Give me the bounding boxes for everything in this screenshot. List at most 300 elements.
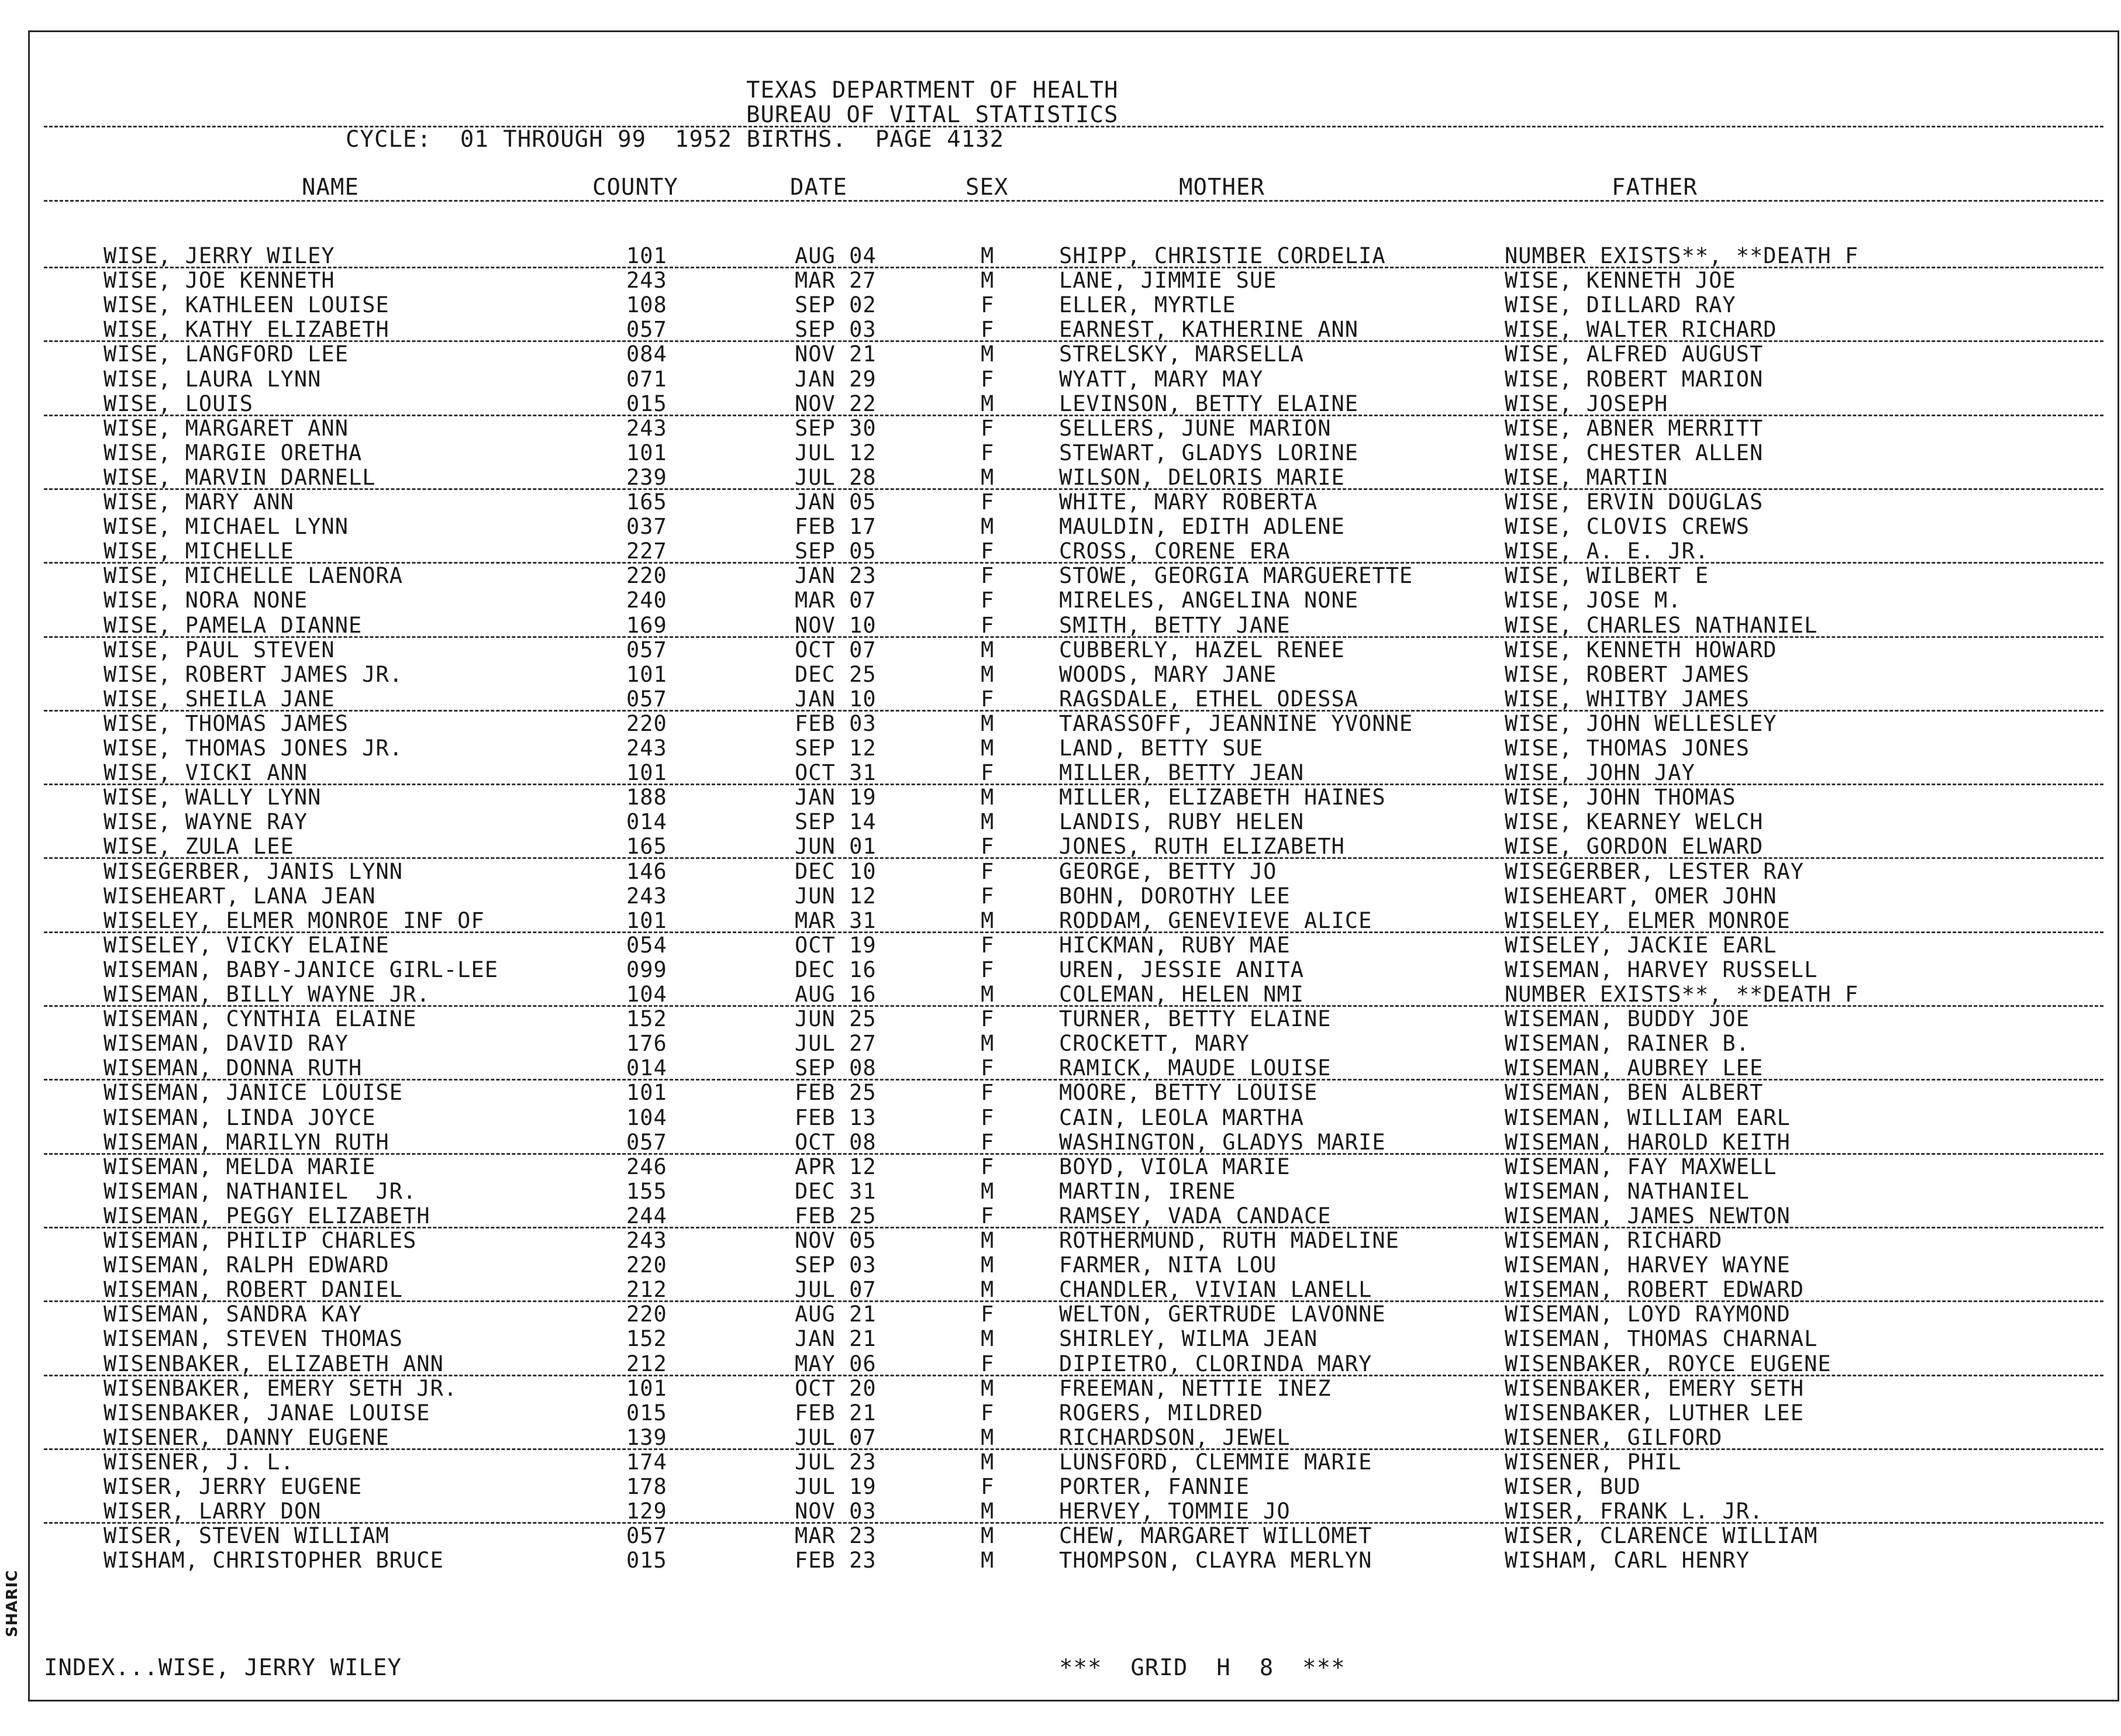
record-sex: F <box>981 1351 995 1376</box>
record-date: JAN 10 <box>795 686 877 712</box>
table-row <box>30 367 2117 392</box>
table-row <box>30 687 2117 712</box>
record-father: WISEMAN, AUBREY LEE <box>1505 1055 1764 1081</box>
record-date: AUG 16 <box>795 982 877 1007</box>
record-date: NOV 21 <box>795 341 877 367</box>
record-county: 239 <box>626 464 667 490</box>
record-name: WISENER, J. L. <box>104 1449 294 1475</box>
record-father: WISEMAN, FAY MAXWELL <box>1505 1154 1777 1179</box>
record-father: WISENBAKER, ROYCE EUGENE <box>1505 1351 1832 1376</box>
record-county: 099 <box>626 957 667 982</box>
record-county: 101 <box>626 907 667 933</box>
table-row <box>30 761 2117 785</box>
record-father: WISEMAN, NATHANIEL <box>1505 1178 1750 1204</box>
record-county: 212 <box>626 1351 667 1376</box>
record-father: WISEMAN, ROBERT EDWARD <box>1505 1277 1805 1303</box>
record-sex: M <box>981 243 995 268</box>
record-date: AUG 04 <box>795 243 877 268</box>
table-row <box>30 1007 2117 1031</box>
record-sex: M <box>981 268 995 294</box>
record-sex: F <box>981 440 995 465</box>
record-name: WISE, PAMELA DIANNE <box>104 612 363 638</box>
record-county: 101 <box>626 440 667 465</box>
table-row <box>30 293 2117 317</box>
record-name: WISE, NORA NONE <box>104 588 308 613</box>
record-county: 057 <box>626 686 667 712</box>
table-row <box>30 342 2117 367</box>
record-county: 108 <box>626 292 667 318</box>
record-sex: F <box>981 563 995 589</box>
record-sex: M <box>981 710 995 736</box>
record-county: 152 <box>626 1006 667 1032</box>
record-father: WISE, JOHN WELLESLEY <box>1505 710 1777 736</box>
record-mother: ROTHERMUND, RUTH MADELINE <box>1059 1228 1399 1253</box>
header-bureau: BUREAU OF VITAL STATISTICS <box>746 102 1119 128</box>
record-mother: SHIPP, CHRISTIE CORDELIA <box>1059 243 1386 268</box>
record-mother: RAMSEY, VADA CANDACE <box>1059 1203 1332 1228</box>
table-row <box>30 515 2117 539</box>
record-sex: F <box>981 588 995 613</box>
record-mother: CHANDLER, VIVIAN LANELL <box>1059 1277 1372 1303</box>
record-county: 071 <box>626 366 667 392</box>
record-sex: F <box>981 1080 995 1106</box>
table-row <box>30 1302 2117 1327</box>
record-sex: F <box>981 1400 995 1426</box>
record-father: WISE, ERVIN DOUGLAS <box>1505 489 1764 515</box>
record-sex: F <box>981 1203 995 1228</box>
record-sex: F <box>981 957 995 982</box>
record-father: WISEMAN, RAINER B. <box>1505 1031 1750 1057</box>
column-header-father: FATHER <box>1612 174 1698 201</box>
column-header-mother: MOTHER <box>1179 174 1265 201</box>
table-row <box>30 1081 2117 1105</box>
record-county: 155 <box>626 1178 667 1204</box>
record-county: 220 <box>626 1302 667 1327</box>
table-row <box>30 785 2117 810</box>
record-county: 054 <box>626 932 667 958</box>
record-county: 165 <box>626 489 667 515</box>
record-sex: F <box>981 1055 995 1081</box>
record-date: FEB 21 <box>795 1400 877 1426</box>
table-row <box>30 465 2117 490</box>
record-date: JUN 12 <box>795 883 877 909</box>
record-name: WISEMAN, PHILIP CHARLES <box>104 1228 417 1253</box>
record-date: FEB 17 <box>795 514 877 540</box>
table-row <box>30 860 2117 884</box>
table-row <box>30 810 2117 834</box>
record-name: WISE, MARGARET ANN <box>104 415 349 441</box>
record-county: 176 <box>626 1031 667 1057</box>
record-date: OCT 08 <box>795 1129 877 1155</box>
record-father: WISE, CLOVIS CREWS <box>1505 514 1750 540</box>
record-date: JUL 12 <box>795 440 877 465</box>
record-sex: M <box>981 736 995 761</box>
record-name: WISE, JERRY WILEY <box>104 243 335 268</box>
record-name: WISE, ROBERT JAMES JR. <box>104 661 403 687</box>
record-date: NOV 03 <box>795 1499 877 1524</box>
table-row <box>30 317 2117 342</box>
record-date: DEC 10 <box>795 858 877 884</box>
record-county: 104 <box>626 982 667 1007</box>
record-county: 101 <box>626 1080 667 1106</box>
record-father: WISER, CLARENCE WILLIAM <box>1505 1523 1818 1549</box>
record-name: WISE, WAYNE RAY <box>104 809 308 835</box>
record-name: WISEMAN, STEVEN THOMAS <box>104 1326 403 1352</box>
record-father: WISENER, PHIL <box>1505 1449 1682 1475</box>
record-name: WISEMAN, LINDA JOYCE <box>104 1105 376 1130</box>
record-date: SEP 03 <box>795 1252 877 1278</box>
record-county: 104 <box>626 1105 667 1130</box>
record-date: JUL 23 <box>795 1449 877 1475</box>
table-row <box>30 1130 2117 1155</box>
record-name: WISE, PAUL STEVEN <box>104 637 335 662</box>
record-county: 084 <box>626 341 667 367</box>
table-row <box>30 1499 2117 1524</box>
record-mother: ROGERS, MILDRED <box>1059 1400 1264 1426</box>
record-county: 015 <box>626 1400 667 1426</box>
record-mother: MILLER, ELIZABETH HAINES <box>1059 785 1386 810</box>
record-name: WISELEY, VICKY ELAINE <box>104 932 389 958</box>
column-header-name: NAME <box>302 174 359 201</box>
record-date: MAR 07 <box>795 588 877 613</box>
record-county: 227 <box>626 539 667 564</box>
column-header-sex: SEX <box>965 174 1009 201</box>
record-name: WISEMAN, MARILYN RUTH <box>104 1129 389 1155</box>
record-father: NUMBER EXISTS**, **DEATH F <box>1505 982 1859 1007</box>
record-date: JAN 19 <box>795 785 877 810</box>
record-name: WISEMAN, RALPH EDWARD <box>104 1252 389 1278</box>
record-mother: COLEMAN, HELEN NMI <box>1059 982 1304 1007</box>
record-sex: M <box>981 1499 995 1524</box>
record-sex: F <box>981 1105 995 1130</box>
record-date: APR 12 <box>795 1154 877 1179</box>
record-name: WISE, LAURA LYNN <box>104 366 322 392</box>
record-county: 037 <box>626 514 667 540</box>
record-name: WISE, JOE KENNETH <box>104 268 335 294</box>
record-mother: LUNSFORD, CLEMMIE MARIE <box>1059 1449 1372 1475</box>
record-sex: M <box>981 391 995 416</box>
record-date: NOV 22 <box>795 391 877 416</box>
record-name: WISE, VICKI ANN <box>104 760 308 786</box>
record-name: WISENER, DANNY EUGENE <box>104 1424 389 1450</box>
record-sex: M <box>981 1178 995 1204</box>
table-row <box>30 1228 2117 1253</box>
record-name: WISEMAN, ROBERT DANIEL <box>104 1277 403 1303</box>
record-father: WISEMAN, HARVEY WAYNE <box>1505 1252 1791 1278</box>
record-name: WISEMAN, CYNTHIA ELAINE <box>104 1006 417 1032</box>
record-name: WISER, JERRY EUGENE <box>104 1474 363 1499</box>
record-sex: M <box>981 1277 995 1303</box>
record-name: WISENBAKER, EMERY SETH JR. <box>104 1375 458 1401</box>
record-date: MAY 06 <box>795 1351 877 1376</box>
record-father: WISEMAN, RICHARD <box>1505 1228 1723 1253</box>
record-father: NUMBER EXISTS**, **DEATH F <box>1505 243 1859 268</box>
record-county: 057 <box>626 1129 667 1155</box>
record-name: WISEMAN, PEGGY ELIZABETH <box>104 1203 430 1228</box>
record-name: WISE, MARVIN DARNELL <box>104 464 376 490</box>
record-name: WISEMAN, BILLY WAYNE JR. <box>104 982 430 1007</box>
side-note: SHARIC <box>4 1569 21 1637</box>
record-name: WISENBAKER, ELIZABETH ANN <box>104 1351 444 1376</box>
record-date: JAN 23 <box>795 563 877 589</box>
record-father: WISE, WHITBY JAMES <box>1505 686 1750 712</box>
record-county: 188 <box>626 785 667 810</box>
record-father: WISEMAN, JAMES NEWTON <box>1505 1203 1791 1228</box>
record-name: WISE, THOMAS JAMES <box>104 710 349 736</box>
record-mother: CROCKETT, MARY <box>1059 1031 1250 1057</box>
record-county: 243 <box>626 883 667 909</box>
record-mother: HICKMAN, RUBY MAE <box>1059 932 1291 958</box>
record-county: 014 <box>626 1055 667 1081</box>
record-mother: MIRELES, ANGELINA NONE <box>1059 588 1359 613</box>
header-department: TEXAS DEPARTMENT OF HEALTH <box>746 77 1119 103</box>
record-date: SEP 14 <box>795 809 877 835</box>
record-mother: WASHINGTON, GLADYS MARIE <box>1059 1129 1386 1155</box>
record-father: WISE, WILBERT E <box>1505 563 1709 589</box>
record-county: 057 <box>626 317 667 343</box>
record-mother: STRELSKY, MARSELLA <box>1059 341 1304 367</box>
record-date: NOV 05 <box>795 1228 877 1253</box>
record-mother: RODDAM, GENEVIEVE ALICE <box>1059 907 1372 933</box>
record-father: WISE, JOHN JAY <box>1505 760 1695 786</box>
record-name: WISE, KATHY ELIZABETH <box>104 317 389 343</box>
record-father: WISE, JOHN THOMAS <box>1505 785 1736 810</box>
record-sex: M <box>981 1523 995 1549</box>
record-father: WISE, JOSEPH <box>1505 391 1668 416</box>
column-header-county: COUNTY <box>592 174 678 201</box>
record-sex: F <box>981 539 995 564</box>
record-father: WISEGERBER, LESTER RAY <box>1505 858 1805 884</box>
record-sex: M <box>981 1326 995 1352</box>
record-date: JAN 29 <box>795 366 877 392</box>
record-sex: F <box>981 292 995 318</box>
record-name: WISEMAN, DONNA RUTH <box>104 1055 363 1081</box>
record-sex: M <box>981 661 995 687</box>
record-county: 243 <box>626 736 667 761</box>
record-mother: RICHARDSON, JEWEL <box>1059 1424 1291 1450</box>
record-mother: PORTER, FANNIE <box>1059 1474 1250 1499</box>
record-sex: F <box>981 415 995 441</box>
record-father: WISE, JOSE M. <box>1505 588 1682 613</box>
record-county: 139 <box>626 1424 667 1450</box>
record-mother: STOWE, GEORGIA MARGUERETTE <box>1059 563 1413 589</box>
record-name: WISEHEART, LANA JEAN <box>104 883 376 909</box>
table-row <box>30 1475 2117 1499</box>
record-date: SEP 05 <box>795 539 877 564</box>
record-name: WISE, LANGFORD LEE <box>104 341 349 367</box>
record-mother: LANE, JIMMIE SUE <box>1059 268 1277 294</box>
record-mother: SELLERS, JUNE MARION <box>1059 415 1332 441</box>
footer-index: INDEX...WISE, JERRY WILEY <box>44 1655 402 1681</box>
record-name: WISEMAN, JANICE LOUISE <box>104 1080 403 1106</box>
record-mother: EARNEST, KATHERINE ANN <box>1059 317 1359 343</box>
record-mother: ELLER, MYRTLE <box>1059 292 1236 318</box>
table-row <box>30 1401 2117 1426</box>
record-date: MAR 31 <box>795 907 877 933</box>
record-date: FEB 23 <box>795 1548 877 1573</box>
record-sex: M <box>981 464 995 490</box>
record-father: WISENER, GILFORD <box>1505 1424 1723 1450</box>
table-row <box>30 441 2117 465</box>
ledger-sheet <box>28 30 2119 1702</box>
record-date: OCT 31 <box>795 760 877 786</box>
record-father: WISER, FRANK L. JR. <box>1505 1499 1764 1524</box>
record-name: WISE, SHEILA JANE <box>104 686 335 712</box>
table-row <box>30 1056 2117 1081</box>
record-county: 057 <box>626 1523 667 1549</box>
record-county: 129 <box>626 1499 667 1524</box>
record-name: WISE, WALLY LYNN <box>104 785 322 810</box>
record-date: SEP 08 <box>795 1055 877 1081</box>
record-county: 152 <box>626 1326 667 1352</box>
record-mother: RAGSDALE, ETHEL ODESSA <box>1059 686 1359 712</box>
record-father: WISELEY, JACKIE EARL <box>1505 932 1777 958</box>
record-father: WISE, CHESTER ALLEN <box>1505 440 1764 465</box>
column-header-rule <box>44 200 2103 202</box>
table-row <box>30 1204 2117 1228</box>
record-county: 015 <box>626 391 667 416</box>
record-name: WISEMAN, MELDA MARIE <box>104 1154 376 1179</box>
record-father: WISHAM, CARL HENRY <box>1505 1548 1750 1573</box>
record-name: WISEMAN, SANDRA KAY <box>104 1302 363 1327</box>
record-mother: JONES, RUTH ELIZABETH <box>1059 834 1345 860</box>
record-county: 101 <box>626 243 667 268</box>
record-mother: FREEMAN, NETTIE INEZ <box>1059 1375 1332 1401</box>
record-name: WISE, THOMAS JONES JR. <box>104 736 403 761</box>
record-mother: THOMPSON, CLAYRA MERLYN <box>1059 1548 1372 1573</box>
record-mother: WYATT, MARY MAY <box>1059 366 1264 392</box>
table-row <box>30 736 2117 761</box>
record-date: OCT 07 <box>795 637 877 662</box>
record-mother: LAND, BETTY SUE <box>1059 736 1264 761</box>
record-father: WISEMAN, LOYD RAYMOND <box>1505 1302 1791 1327</box>
record-father: WISE, KENNETH HOWARD <box>1505 637 1777 662</box>
table-row <box>30 834 2117 859</box>
record-date: JUL 07 <box>795 1277 877 1303</box>
table-row <box>30 244 2117 268</box>
record-father: WISE, ROBERT JAMES <box>1505 661 1750 687</box>
record-sex: F <box>981 1474 995 1499</box>
record-name: WISE, MARGIE ORETHA <box>104 440 363 465</box>
record-county: 220 <box>626 710 667 736</box>
record-mother: RAMICK, MAUDE LOUISE <box>1059 1055 1332 1081</box>
record-father: WISELEY, ELMER MONROE <box>1505 907 1791 933</box>
record-sex: F <box>981 1129 995 1155</box>
record-county: 057 <box>626 637 667 662</box>
record-date: JUL 27 <box>795 1031 877 1057</box>
record-date: FEB 13 <box>795 1105 877 1130</box>
record-county: 220 <box>626 1252 667 1278</box>
record-mother: LANDIS, RUBY HELEN <box>1059 809 1304 835</box>
record-sex: F <box>981 1302 995 1327</box>
record-county: 146 <box>626 858 667 884</box>
record-date: SEP 30 <box>795 415 877 441</box>
header-cycle: CYCLE: 01 THROUGH 99 1952 BIRTHS. PAGE 4132 <box>346 126 1005 153</box>
table-row <box>30 1524 2117 1548</box>
record-date: AUG 21 <box>795 1302 877 1327</box>
record-father: WISE, ALFRED AUGUST <box>1505 341 1764 367</box>
record-name: WISEMAN, DAVID RAY <box>104 1031 349 1057</box>
table-row <box>30 884 2117 909</box>
record-mother: MILLER, BETTY JEAN <box>1059 760 1304 786</box>
record-sex: M <box>981 1375 995 1401</box>
record-father: WISENBAKER, LUTHER LEE <box>1505 1400 1805 1426</box>
table-row <box>30 1426 2117 1450</box>
table-row <box>30 958 2117 982</box>
record-father: WISE, WALTER RICHARD <box>1505 317 1777 343</box>
record-county: 169 <box>626 612 667 638</box>
record-father: WISE, DILLARD RAY <box>1505 292 1736 318</box>
record-date: MAR 27 <box>795 268 877 294</box>
table-row <box>30 392 2117 416</box>
record-sex: F <box>981 932 995 958</box>
record-name: WISELEY, ELMER MONROE INF OF <box>104 907 485 933</box>
record-name: WISE, MICHELLE <box>104 539 294 564</box>
record-county: 244 <box>626 1203 667 1228</box>
record-father: WISE, GORDON ELWARD <box>1505 834 1764 860</box>
record-county: 212 <box>626 1277 667 1303</box>
table-row <box>30 1179 2117 1204</box>
record-mother: CAIN, LEOLA MARTHA <box>1059 1105 1304 1130</box>
record-county: 014 <box>626 809 667 835</box>
record-sex: M <box>981 1424 995 1450</box>
record-county: 220 <box>626 563 667 589</box>
record-father: WISEMAN, BEN ALBERT <box>1505 1080 1764 1106</box>
record-county: 165 <box>626 834 667 860</box>
record-county: 101 <box>626 760 667 786</box>
record-father: WISE, ROBERT MARION <box>1505 366 1764 392</box>
record-mother: MARTIN, IRENE <box>1059 1178 1236 1204</box>
column-header-date: DATE <box>790 174 847 201</box>
record-father: WISEMAN, HARVEY RUSSELL <box>1505 957 1818 982</box>
table-row <box>30 1106 2117 1130</box>
record-name: WISE, MICHAEL LYNN <box>104 514 349 540</box>
record-sex: F <box>981 366 995 392</box>
record-sex: M <box>981 637 995 662</box>
table-row <box>30 638 2117 662</box>
table-row <box>30 1327 2117 1351</box>
table-row <box>30 490 2117 515</box>
table-row <box>30 1278 2117 1302</box>
record-mother: WHITE, MARY ROBERTA <box>1059 489 1318 515</box>
record-sex: M <box>981 982 995 1007</box>
record-father: WISEMAN, HAROLD KEITH <box>1505 1129 1791 1155</box>
record-mother: SHIRLEY, WILMA JEAN <box>1059 1326 1318 1352</box>
record-name: WISE, MARY ANN <box>104 489 294 515</box>
record-name: WISER, LARRY DON <box>104 1499 322 1524</box>
record-sex: F <box>981 686 995 712</box>
record-county: 101 <box>626 661 667 687</box>
record-father: WISEHEART, OMER JOHN <box>1505 883 1777 909</box>
record-mother: UREN, JESSIE ANITA <box>1059 957 1304 982</box>
table-row <box>30 982 2117 1007</box>
table-row <box>30 1253 2117 1278</box>
table-row <box>30 933 2117 958</box>
record-sex: F <box>981 612 995 638</box>
record-father: WISEMAN, THOMAS CHARNAL <box>1505 1326 1818 1352</box>
record-date: NOV 10 <box>795 612 877 638</box>
record-sex: M <box>981 785 995 810</box>
record-mother: BOYD, VIOLA MARIE <box>1059 1154 1291 1179</box>
record-county: 178 <box>626 1474 667 1499</box>
record-sex: M <box>981 809 995 835</box>
record-date: DEC 16 <box>795 957 877 982</box>
record-sex: F <box>981 1154 995 1179</box>
record-sex: M <box>981 1031 995 1057</box>
record-name: WISE, ZULA LEE <box>104 834 294 860</box>
record-father: WISE, CHARLES NATHANIEL <box>1505 612 1818 638</box>
record-county: 243 <box>626 268 667 294</box>
